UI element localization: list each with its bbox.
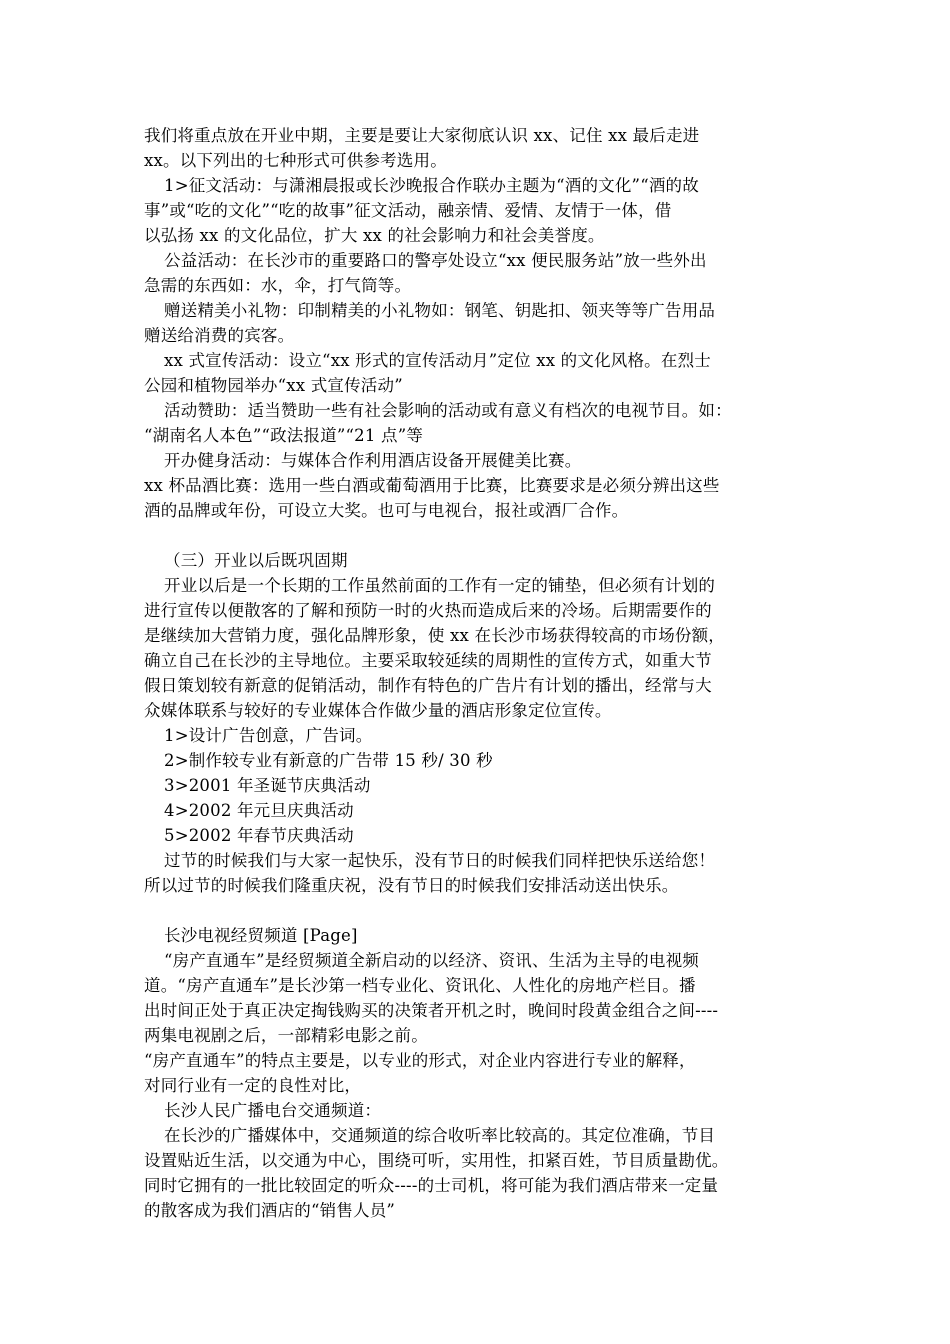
text-line: 是继续加大营销力度，强化品牌形象，使 xx 在长沙市场获得较高的市场份额， — [144, 626, 726, 645]
text-line: 过节的时候我们与大家一起快乐，没有节日的时候我们同样把快乐送给您！ — [164, 851, 716, 870]
text-line: 事”或“吃的文化”“吃的故事”征文活动，融亲情、爱情、友情于一体，借 — [144, 201, 672, 220]
document-body — [144, 123, 810, 1223]
text-line: 进行宣传以便散客的了解和预防一时的火热而造成后来的冷场。后期需要作的 — [144, 601, 712, 620]
list-item: 2>制作较专业有新意的广告带 15 秒/ 30 秒 — [164, 751, 493, 770]
text-line: xx 式宣传活动：设立“xx 形式的宣传活动月”定位 xx 的文化风格。在烈士 — [164, 351, 711, 370]
text-line: 赠送精美小礼物：印制精美的小礼物如：钢笔、钥匙扣、领夹等等广告用品 — [164, 301, 716, 320]
text-line: 活动赞助：适当赞助一些有社会影响的活动或有意义有档次的电视节目。如： — [164, 401, 732, 420]
text-line: “房产直通车”是经贸频道全新启动的以经济、资讯、生活为主导的电视频 — [164, 951, 699, 970]
section-heading: 长沙人民广播电台交通频道： — [164, 1101, 382, 1120]
text-line: 两集电视剧之后，一部精彩电影之前。 — [144, 1026, 428, 1045]
list-item: 3>2001 年圣诞节庆典活动 — [164, 776, 371, 795]
list-item: 1>设计广告创意，广告词。 — [164, 726, 373, 745]
text-line: 急需的东西如：水，伞，打气筒等。 — [144, 276, 412, 295]
section-heading: （三）开业以后既巩固期 — [164, 551, 348, 570]
text-line: 道。“房产直通车”是长沙第一档专业化、资讯化、人性化的房地产栏目。播 — [144, 976, 696, 995]
section-heading: 长沙电视经贸频道 [Page] — [164, 926, 358, 945]
text-line: 假日策划较有新意的促销活动，制作有特色的广告片有计划的播出，经常与大 — [144, 676, 712, 695]
text-line: 出时间正处于真正决定掏钱购买的决策者开机之时，晚间时段黄金组合之间---- — [144, 1001, 719, 1020]
text-line: “湖南名人本色”“政法报道”“21 点”等 — [144, 426, 424, 445]
text-line: 酒的品牌或年份，可设立大奖。也可与电视台，报社或酒厂合作。 — [144, 501, 629, 520]
list-item: 4>2002 年元旦庆典活动 — [164, 801, 354, 820]
blank-line — [144, 523, 810, 548]
text-line: “房产直通车”的特点主要是，以专业的形式，对企业内容进行专业的解释， — [144, 1051, 696, 1070]
text-line: 开办健身活动：与媒体合作利用酒店设备开展健美比赛。 — [164, 451, 582, 470]
text-line: 确立自己在长沙的主导地位。主要采取较延续的周期性的宣传方式，如重大节 — [144, 651, 712, 670]
text-line: 赠送给消费的宾客。 — [144, 326, 295, 345]
text-line: 开业以后是一个长期的工作虽然前面的工作有一定的铺垫，但必须有计划的 — [164, 576, 716, 595]
text-line: 设置贴近生活，以交通为中心，围绕可听，实用性，扣紧百姓，节目质量勘优。 — [144, 1151, 729, 1170]
text-line: 1>征文活动：与潇湘晨报或长沙晚报合作联办主题为“酒的文化”“酒的故 — [164, 176, 699, 195]
text-line: 同时它拥有的一批比较固定的听众----的士司机，将可能为我们酒店带来一定量 — [144, 1176, 719, 1195]
text-line: 的散客成为我们酒店的“销售人员” — [144, 1201, 396, 1220]
text-line: xx 杯品酒比赛：选用一些白酒或葡萄酒用于比赛，比赛要求是必须分辨出这些 — [144, 476, 720, 495]
blank-line — [144, 898, 810, 923]
text-line: 对同行业有一定的良性对比， — [144, 1076, 362, 1095]
text-line: xx。以下列出的七种形式可供参考选用。 — [144, 151, 447, 170]
text-line: 在长沙的广播媒体中，交通频道的综合收听率比较高的。其定位准确，节目 — [164, 1126, 716, 1145]
text-line: 众媒体联系与较好的专业媒体合作做少量的酒店形象定位宣传。 — [144, 701, 612, 720]
text-line: 所以过节的时候我们隆重庆祝，没有节日的时候我们安排活动送出快乐。 — [144, 876, 679, 895]
text-line: 公益活动：在长沙市的重要路口的警亭处设立“xx 便民服务站”放一些外出 — [164, 251, 707, 270]
text-line: 我们将重点放在开业中期，主要是要让大家彻底认识 xx、记住 xx 最后走进 — [144, 126, 700, 145]
text-line: 公园和植物园举办“xx 式宣传活动” — [144, 376, 403, 395]
list-item: 5>2002 年春节庆典活动 — [164, 826, 354, 845]
text-line: 以弘扬 xx 的文化品位，扩大 xx 的社会影响力和社会美誉度。 — [144, 226, 605, 245]
